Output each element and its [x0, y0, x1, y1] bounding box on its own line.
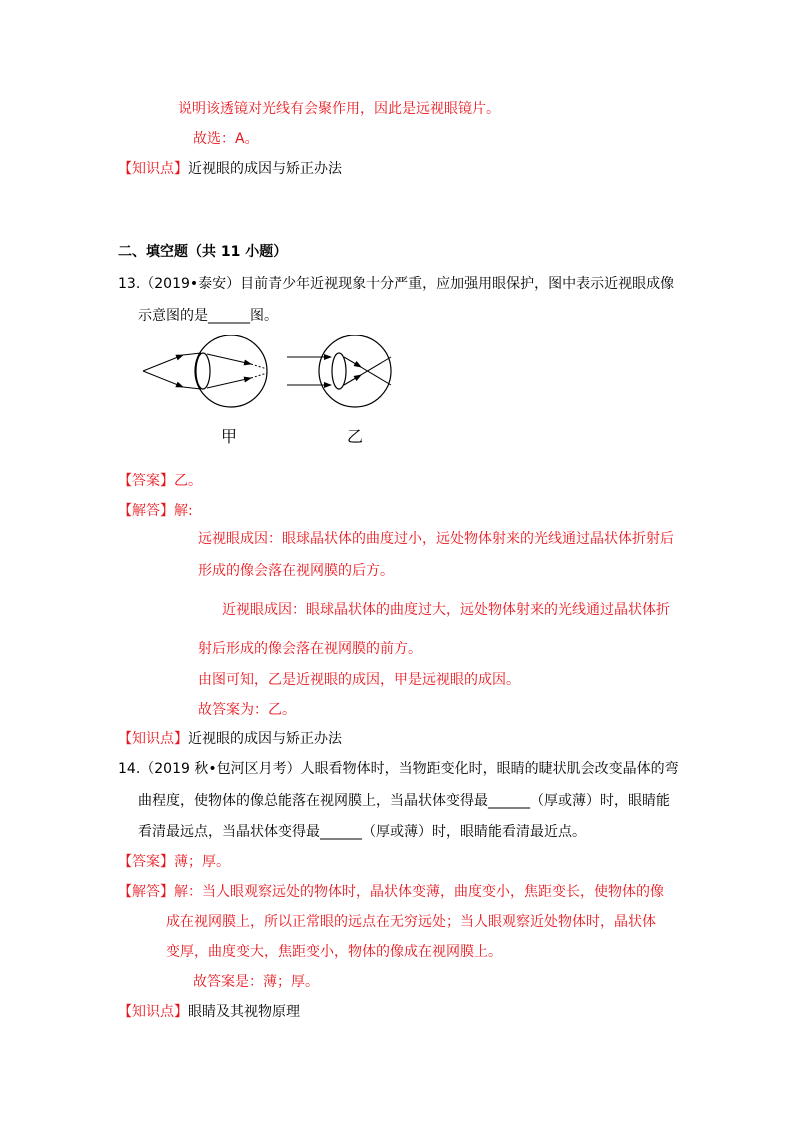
- q13-stem-line2: 示意图的是______图。: [138, 308, 278, 324]
- q13-solution-line3: 近视眼成因：眼球晶状体的曲度过大，远处物体射来的光线通过晶状体折: [222, 602, 670, 618]
- q13-answer: [118, 472, 202, 490]
- q13-solution-line4: 射后形成的像会落在视网膜的前方。: [198, 641, 422, 657]
- solution-colon: 解:: [174, 503, 193, 519]
- q14-stem-line1: 14.（2019 秋•包河区月考）人眼看物体时，当物距变化时，眼睛的睫状肌会改变晶体的弯: [118, 761, 679, 777]
- q14-stem-line2: 曲程度，使物体的像总能落在视网膜上，当晶状体变得最______（厚或薄）时，眼睛能: [138, 793, 670, 809]
- knowledge-point-tag: 【知识点】: [118, 731, 188, 747]
- figure-label-yi: 乙: [347, 427, 364, 446]
- q14-solution-line2: 成在视网膜上，所以正常眼的远点在无穷远处；当人眼观察近处物体时，晶状体: [166, 914, 656, 930]
- q14-stem-line3: 看清最远点，当晶状体变得最______（厚或薄）时，眼睛能看清最近点。: [138, 824, 586, 840]
- q13-knowledge-point: [118, 730, 342, 748]
- q14-solution-line4: 故答案是：薄；厚。: [193, 974, 319, 990]
- figure-label-jia: 甲: [221, 427, 238, 446]
- q13-solution-line1: 远视眼成因：眼球晶状体的曲度过小，远处物体射来的光线通过晶状体折射后: [198, 531, 674, 547]
- q13-solution-line2: 形成的像会落在视网膜的后方。: [198, 563, 394, 579]
- answer-text: 薄；厚。: [174, 854, 230, 870]
- knowledge-point-tag: 【知识点】: [118, 1004, 188, 1020]
- q13-stem-line1: 13.（2019•泰安）目前青少年近视现象十分严重，应加强用眼保护，图中表示近视眼成像: [118, 276, 675, 292]
- q14-knowledge-point: [118, 1003, 300, 1021]
- solution-tag: 【解答】: [118, 884, 174, 900]
- answer-tag: 【答案】: [118, 854, 174, 870]
- knowledge-point-tag: 【知识点】: [118, 161, 188, 177]
- answer-text: 乙。: [174, 473, 202, 489]
- prev-solution-line2: 故选：A。: [193, 131, 259, 147]
- q14-solution-line1: [118, 883, 664, 901]
- q13-solution-line5: 由图可知，乙是近视眼的成因，甲是远视眼的成因。: [198, 672, 520, 688]
- eye-diagram-yi: [287, 335, 391, 407]
- knowledge-point-text: 近视眼的成因与矫正办法: [188, 731, 342, 747]
- knowledge-point-text: 眼睛及其视物原理: [188, 1004, 300, 1020]
- q13-solution-header: [118, 502, 193, 520]
- answer-tag: 【答案】: [118, 473, 174, 489]
- prev-solution-line1: 说明该透镜对光线有会聚作用，因此是远视眼镜片。: [178, 101, 500, 117]
- eye-diagram-jia: [143, 335, 267, 407]
- solution-tag: 【解答】: [118, 503, 174, 519]
- eye-diagram-figure: [135, 335, 405, 455]
- section-title: 二、填空题（共 11 小题）: [118, 244, 288, 260]
- knowledge-point-1: [118, 160, 342, 178]
- q14-answer: [118, 853, 230, 871]
- knowledge-point-text: 近视眼的成因与矫正办法: [188, 161, 342, 177]
- q14-solution-line3: 变厚，曲度变大，焦距变小，物体的像成在视网膜上。: [166, 944, 502, 960]
- solution-text: 解：当人眼观察远处的物体时，晶状体变薄，曲度变小，焦距变长，使物体的像: [174, 884, 664, 900]
- q13-solution-line6: 故答案为：乙。: [198, 702, 296, 718]
